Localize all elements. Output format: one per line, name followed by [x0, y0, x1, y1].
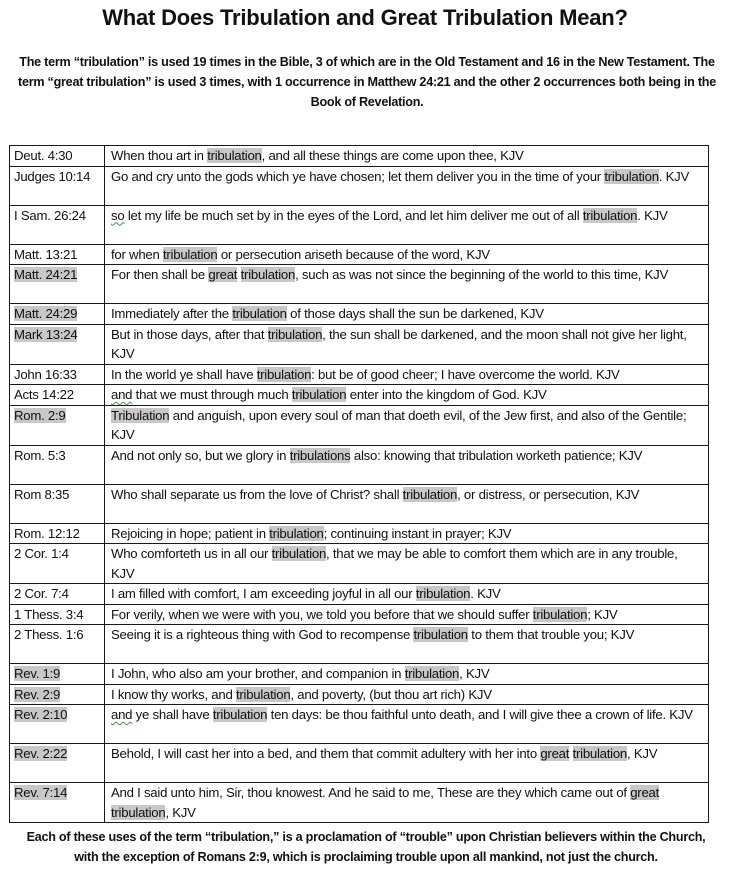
highlighted-term: tribulation [207, 148, 262, 163]
verse-reference: Rev. 2:10 [14, 707, 68, 722]
highlighted-term: great [540, 746, 570, 761]
table-row [10, 304, 709, 325]
verse-reference: Matt. 13:21 [14, 246, 78, 262]
verse-text-cell [105, 604, 709, 625]
verse-text-cell [105, 664, 709, 685]
table-row [10, 265, 709, 304]
verse-reference-cell [10, 324, 105, 364]
verses-table [9, 145, 709, 823]
verse-text: of those days shall the sun be darkened, KJV [286, 306, 544, 321]
verse-text-cell [105, 385, 709, 406]
verse-text-cell [105, 705, 709, 744]
verse-text: , KJV [627, 746, 658, 761]
verse-reference-cell [10, 523, 105, 544]
verse-text-cell [105, 265, 709, 304]
verse-text: Who comforteth us in all our [111, 546, 272, 561]
verse-text-cell [105, 324, 709, 364]
verse-reference: Rev. 2:22 [14, 746, 68, 761]
table-row [10, 364, 709, 385]
table-row [10, 324, 709, 364]
verse-reference-cell [10, 146, 105, 167]
verse-text-cell [105, 364, 709, 385]
verse-text: And I said unto him, Sir, thou knowest. And he said to me, These are they which came out of [111, 785, 631, 800]
table-row [10, 705, 709, 744]
highlighted-term: tribulation [271, 546, 327, 561]
verse-text: ; KJV [587, 606, 618, 622]
verse-text-cell [105, 146, 709, 167]
highlighted-term: tribulation [235, 686, 291, 702]
verse-reference: Rev. 7:14 [14, 785, 68, 800]
highlighted-term: tribulation [402, 486, 458, 502]
highlighted-term: tribulation [415, 586, 471, 601]
verse-text: enter into the kingdom of God. KJV [346, 387, 547, 402]
verse-reference: Mark 13:24 [14, 326, 78, 342]
grammar-flagged-word: and [111, 707, 133, 722]
verse-reference-cell [10, 664, 105, 685]
verse-reference: Rev. 2:9 [14, 686, 61, 702]
verse-text-cell [105, 484, 709, 523]
verse-text-cell [105, 684, 709, 705]
verse-text: , and poverty, (but thou art rich) KJV [290, 686, 492, 702]
verse-text: : but be of good cheer; I have overcome the world. KJV [311, 366, 620, 382]
verse-reference-cell [10, 166, 105, 205]
verse-reference-cell [10, 783, 105, 823]
table-row [10, 244, 709, 265]
highlighted-term: tribulation [212, 707, 268, 722]
verse-reference: 2 Thess. 1:6 [14, 627, 84, 642]
grammar-flagged-word: so [111, 207, 125, 223]
highlighted-term: tribulation [163, 246, 218, 262]
highlighted-term: tribulation [256, 366, 312, 382]
verse-text: , the sun shall be darkened, and the moon shall not give her light, KJV [111, 326, 687, 361]
verse-text: Behold, I will cast her into a bed, and them that commit adultery with her into [111, 746, 541, 761]
highlighted-term: tribulation [582, 207, 638, 223]
verse-text: , KJV [459, 666, 490, 681]
table-row [10, 544, 709, 584]
table-row [10, 146, 709, 167]
verse-text: ten days: be thou faithful unto death, and I will give thee a crown of life. KJV [267, 707, 693, 722]
verse-text: ye shall have [132, 707, 213, 722]
verse-reference: 1 Thess. 3:4 [14, 606, 84, 622]
verse-text: , KJV [165, 804, 196, 820]
page-title: What Does Tribulation and Great Tribulation Mean? [102, 5, 628, 30]
verse-text-cell [105, 205, 709, 244]
verse-reference: Judges 10:14 [14, 168, 91, 184]
table-row [10, 445, 709, 484]
verse-text: I am filled with comfort, I am exceeding joyful in all our [111, 586, 416, 601]
verse-reference-cell [10, 604, 105, 625]
verse-reference-cell [10, 584, 105, 605]
table-row [10, 625, 709, 664]
intro-paragraph: The term “tribulation” is used 19 times in the Bible, 3 of which are in the Old Testament and 16 in the New Testament. The term “great tribulation” is used 3 times, with 1 occurrence in Matthew 24:21 and the other 2 occurrences both being in the Book of Revelation. [18, 55, 716, 109]
verse-reference: Rom. 12:12 [14, 525, 80, 541]
verse-text-cell [105, 304, 709, 325]
verse-text: , and all these things are come upon thee, KJV [261, 148, 524, 163]
verses-table-body [10, 146, 709, 823]
verse-reference-cell [10, 625, 105, 664]
verse-text-cell [105, 544, 709, 584]
verse-text: let my life be much set by in the eyes of the Lord, and let him deliver me out of all [124, 207, 583, 223]
verse-reference: Rom. 2:9 [14, 407, 66, 423]
verse-reference: John 16:33 [14, 366, 77, 382]
verse-reference: Rom. 5:3 [14, 447, 66, 463]
verse-reference-cell [10, 364, 105, 385]
table-row [10, 664, 709, 685]
verse-text: . KJV [658, 168, 690, 184]
verse-reference-cell [10, 405, 105, 445]
verse-reference: Deut. 4:30 [14, 148, 73, 163]
verse-text: or persecution ariseth because of the word, KJV [217, 246, 490, 262]
verse-reference-cell [10, 445, 105, 484]
highlighted-term: Tribulation [111, 407, 170, 423]
verse-text: , such as was not since the beginning of the world to this time, KJV [295, 267, 669, 282]
verse-reference: Rom 8:35 [14, 486, 70, 502]
table-row [10, 684, 709, 705]
table-row [10, 166, 709, 205]
verse-reference-cell [10, 244, 105, 265]
verse-text: ; continuing instant in prayer; KJV [323, 525, 512, 541]
table-row [10, 783, 709, 823]
verse-text: When thou art in [111, 148, 208, 163]
verse-reference: 2 Cor. 1:4 [14, 546, 69, 561]
verse-text: Immediately after the [111, 306, 233, 321]
verse-reference: Acts 14:22 [14, 387, 74, 402]
verse-text: But in those days, after that [111, 326, 268, 342]
verse-text: Go and cry unto the gods which ye have chosen; let them deliver you in the time of your [111, 168, 605, 184]
verse-text: In the world ye shall have [111, 366, 257, 382]
highlighted-term: tribulation [111, 804, 166, 820]
verse-text: also: knowing that tribulation worketh patience; KJV [350, 447, 643, 463]
verse-text: , or distress, or persecution, KJV [457, 486, 640, 502]
table-row [10, 484, 709, 523]
verse-reference-cell [10, 304, 105, 325]
verse-text-cell [105, 625, 709, 664]
verse-text: Rejoicing in hope; patient in [111, 525, 270, 541]
highlighted-term: tribulation [291, 387, 347, 402]
verse-text: I know thy works, and [111, 686, 236, 702]
table-row [10, 744, 709, 783]
verse-text-cell [105, 244, 709, 265]
highlighted-term: tribulation [404, 666, 460, 681]
verse-reference-cell [10, 205, 105, 244]
verse-text-cell [105, 445, 709, 484]
highlighted-term: tribulation [604, 168, 659, 184]
verse-text-cell [105, 405, 709, 445]
verse-text: and anguish, upon every soul of man that doeth evil, of the Jew first, and also of the Gentile; KJV [111, 407, 687, 442]
verse-text: . KJV [637, 207, 668, 223]
table-row [10, 385, 709, 406]
verse-text: Seeing it is a righteous thing with God to recompense [111, 627, 414, 642]
verse-text: I John, who also am your brother, and companion in [111, 666, 405, 681]
highlighted-term: tribulation [413, 627, 468, 642]
verse-reference-cell [10, 385, 105, 406]
table-row [10, 205, 709, 244]
verse-text: to them that trouble you; KJV [467, 627, 635, 642]
verse-text: for when [111, 246, 163, 262]
verse-reference: 2 Cor. 7:4 [14, 586, 69, 601]
verse-text: . KJV [470, 586, 501, 601]
verse-text: For verily, when we were with you, we told you before that we should suffer [111, 606, 533, 622]
verse-text-cell [105, 783, 709, 823]
verse-text: that we must through much [132, 387, 292, 402]
verse-text: For then shall be [111, 267, 209, 282]
highlighted-term: great [630, 785, 660, 800]
verse-text-cell [105, 523, 709, 544]
verse-reference: I Sam. 26:24 [14, 207, 86, 223]
verse-text: And not only so, but we glory in [111, 447, 290, 463]
highlighted-term: great [208, 267, 238, 282]
verse-reference-cell [10, 684, 105, 705]
verse-reference: Rev. 1:9 [14, 666, 61, 681]
highlighted-term: tribulation [240, 267, 296, 282]
verse-reference: Matt. 24:29 [14, 306, 78, 321]
highlighted-term: tribulation [232, 306, 287, 321]
table-row [10, 604, 709, 625]
verse-reference-cell [10, 744, 105, 783]
table-row [10, 405, 709, 445]
verse-text-cell [105, 166, 709, 205]
highlighted-term: tribulation [572, 746, 628, 761]
grammar-flagged-word: and [111, 387, 133, 402]
verse-reference-cell [10, 265, 105, 304]
verse-text-cell [105, 584, 709, 605]
verse-reference-cell [10, 544, 105, 584]
highlighted-term: tribulation [532, 606, 588, 622]
verse-reference-cell [10, 705, 105, 744]
table-row [10, 523, 709, 544]
verse-text: Who shall separate us from the love of Christ? shall [111, 486, 403, 502]
verse-text: , that we may be able to comfort them which are in any trouble, KJV [111, 546, 678, 581]
verse-text-cell [105, 744, 709, 783]
table-row [10, 584, 709, 605]
verse-reference-cell [10, 484, 105, 523]
highlighted-term: tribulation [267, 326, 323, 342]
highlighted-term: tribulation [269, 525, 324, 541]
conclusion-paragraph: Each of these uses of the term “tribulation,” is a proclamation of “trouble” upon Christian believers within the Church, with the exception of Romans 2:9, which is proclaiming trouble upon all mankind, not just the church. [26, 830, 706, 864]
verse-reference: Matt. 24:21 [14, 267, 78, 282]
highlighted-term: tribulations [289, 447, 351, 463]
